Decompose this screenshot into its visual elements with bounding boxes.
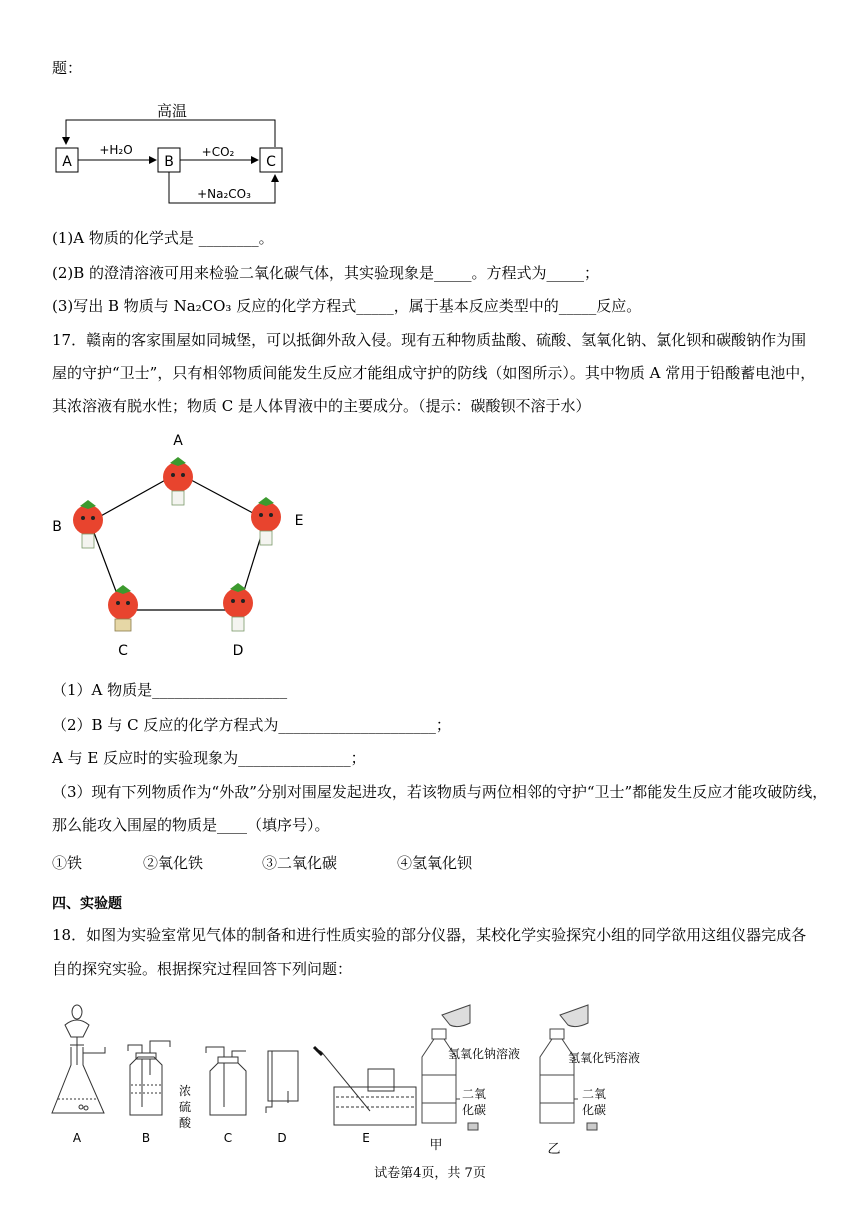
q16-bottom-label: +Na₂CO₃ xyxy=(197,187,251,201)
q17-stem-line3: 其浓溶液有脱水性；物质 C 是人体胃液中的主要成分。（提示：碳酸钡不溶于水） xyxy=(52,397,591,415)
q17-guard-a xyxy=(163,457,193,505)
q18-apparatus-a xyxy=(52,1005,105,1113)
page-footer: 试卷第4页，共 7页 xyxy=(374,1166,486,1181)
q17-option-3: ③二氧化碳 xyxy=(262,854,338,872)
q16-top-label: 高温 xyxy=(156,102,188,120)
q16-top-arrow xyxy=(66,120,275,147)
q17-label-e: E xyxy=(294,513,304,529)
q18-label-e: E xyxy=(362,1131,370,1145)
q17-label-c: C xyxy=(118,643,128,659)
q17-guard-d xyxy=(223,583,253,631)
q18-label-a: A xyxy=(72,1131,82,1145)
q18-b-reagent-2: 硫 xyxy=(179,1100,192,1114)
q16-box-a-label: A xyxy=(62,154,72,170)
q16-part3: (3)写出 B 物质与 Na₂CO₃ 反应的化学方程式_____，属于基本反应类型中的_____反应。 xyxy=(52,297,642,315)
q18-label-b: B xyxy=(141,1131,151,1145)
q17-label-a: A xyxy=(173,433,183,449)
q18-jia-co2-2: 化碳 xyxy=(462,1103,487,1117)
q18-label-c: C xyxy=(223,1131,233,1145)
q17-label-b: B xyxy=(52,519,62,535)
q17-part3-line1: （3）现有下列物质作为“外敌”分别对围屋发起进攻，若该物质与两位相邻的守护“卫士”都能发生反应才能攻破防线， xyxy=(52,783,828,801)
q17-part2: （2）B 与 C 反应的化学方程式为_____________________； xyxy=(52,716,451,734)
q17-option-1: ①铁 xyxy=(52,854,83,872)
q17-label-d: D xyxy=(232,643,244,659)
q17-guard-c xyxy=(108,585,138,631)
q18-apparatus-d xyxy=(266,1051,298,1113)
q18-b-reagent-1: 浓 xyxy=(179,1084,192,1098)
q16-box-c-label: C xyxy=(266,154,276,170)
q18-apparatus-e xyxy=(316,1051,416,1126)
q17-part3-line2: 那么能攻入围屋的物质是____（填序号）。 xyxy=(52,816,330,834)
q17-option-2: ②氧化铁 xyxy=(143,854,204,872)
q18-jia-co2-1: 二氧 xyxy=(462,1087,487,1101)
q17-part2b: A 与 E 反应时的实验现象为_______________； xyxy=(52,749,366,767)
q17-pentagon-figure xyxy=(40,425,320,665)
q17-part1: （1）A 物质是__________________ xyxy=(52,681,288,699)
q16-flow-diagram xyxy=(52,96,302,211)
q18-yi-co2-1: 二氧 xyxy=(582,1087,607,1101)
q18-label-jia: 甲 xyxy=(429,1138,443,1153)
q18-stem-line1: 18．如图为实验室常见气体的制备和进行性质实验的部分仪器，某校化学实验探究小组的同学欲用这组仪器完成各 xyxy=(52,926,807,944)
q18-label-yi: 乙 xyxy=(547,1142,561,1157)
q17-guard-e xyxy=(251,497,281,545)
q16-stem-tail: 题： xyxy=(52,59,83,77)
q16-ab-label: +H₂O xyxy=(99,143,133,157)
q18-naoh-label: 氢氧化钠溶液 xyxy=(448,1047,521,1061)
q16-part1: (1)A 物质的化学式是 ________。 xyxy=(52,229,274,247)
q18-apparatus-figure xyxy=(50,995,670,1160)
q16-bc-label: +CO₂ xyxy=(201,145,235,159)
q16-part2: (2)B 的澄清溶液可用来检验二氧化碳气体，其实验现象是_____。方程式为_____； xyxy=(52,264,600,282)
q18-b-reagent-3: 酸 xyxy=(179,1116,192,1130)
q18-label-d: D xyxy=(277,1131,287,1145)
q18-caoh-label: 氢氧化钙溶液 xyxy=(568,1051,641,1065)
q18-apparatus-c xyxy=(206,1047,246,1115)
section-title-experiment: 四、实验题 xyxy=(52,896,122,912)
q18-apparatus-b xyxy=(128,1041,170,1115)
q18-yi-co2-2: 化碳 xyxy=(582,1103,607,1117)
q17-guard-b xyxy=(73,500,103,548)
q17-stem-line1: 17．赣南的客家围屋如同城堡，可以抵御外敌入侵。现有五种物质盐酸、硫酸、氢氧化钠、氯化钡和碳酸钠作为围 xyxy=(52,331,807,349)
q17-stem-line2: 屋的守护“卫士”，只有相邻物质间能发生反应才能组成守护的防线（如图所示）。其中物质 A 常用于铅酸蓄电池中， xyxy=(52,364,816,382)
q16-box-b-label: B xyxy=(164,154,174,170)
q18-stem-line2: 自的探究实验。根据探究过程回答下列问题： xyxy=(52,960,353,978)
q17-option-4: ④氢氧化钡 xyxy=(397,854,473,872)
